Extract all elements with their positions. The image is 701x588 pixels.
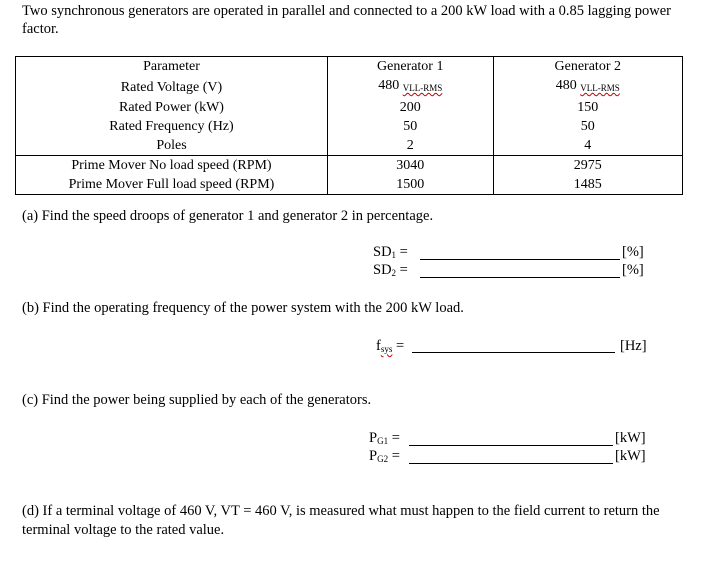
question-c: (c) Find the power being supplied by each of the generators. <box>22 392 372 408</box>
sd2-label: $SD_2$ = <box>373 262 408 278</box>
param-cell: Poles <box>16 136 328 156</box>
g1-cell: 2 <box>327 136 493 156</box>
table-header-row <box>16 57 683 77</box>
g1-cell: 1500 <box>327 175 493 195</box>
g2-voltage-unit: VLL-RMS <box>580 83 620 93</box>
pg1-unit: [kW] <box>615 430 646 446</box>
g2-voltage-value: 480 <box>555 78 577 93</box>
table-row <box>16 175 683 195</box>
g2-cell: 2975 <box>493 156 682 176</box>
header-generator-1: Generator 1 <box>327 57 493 77</box>
param-cell: Prime Mover No load speed (RPM) <box>16 156 328 176</box>
pg2-answer-line[interactable] <box>409 463 613 464</box>
pg1-label: $P_{G1}$ = <box>369 430 400 446</box>
param-cell: Rated Power (kW) <box>16 98 328 117</box>
header-generator-2: Generator 2 <box>493 57 682 77</box>
g1-cell: 200 <box>327 98 493 117</box>
fsys-label: $f_{sys}$ = <box>376 338 405 354</box>
question-b: (b) Find the operating frequency of the power system with the 200 kW load. <box>22 300 464 316</box>
sd1-answer-line[interactable] <box>420 259 620 260</box>
g1-cell <box>327 76 493 98</box>
sd2-unit: [%] <box>622 262 644 278</box>
sd1-unit: [%] <box>622 244 644 260</box>
question-a: (a) Find the speed droops of generator 1 and generator 2 in percentage. <box>22 208 434 224</box>
table-row <box>16 156 683 176</box>
g2-cell <box>493 76 682 98</box>
pg2-label: $P_{G2}$ = <box>369 448 400 464</box>
pg2-unit: [kW] <box>615 448 646 464</box>
generator-spec-table <box>15 56 683 195</box>
param-cell: Rated Voltage (V) <box>16 76 328 98</box>
g2-cell: 50 <box>493 117 682 136</box>
table-row <box>16 136 683 156</box>
header-parameter: Parameter <box>16 57 328 77</box>
fsys-unit: [Hz] <box>620 338 647 354</box>
g1-voltage-unit: VLL-RMS <box>402 83 443 93</box>
table-row <box>16 117 683 136</box>
sd1-label: $SD_1$ = <box>373 244 408 260</box>
table-row <box>16 98 683 117</box>
g1-cell: 50 <box>327 117 493 136</box>
problem-intro: Two synchronous generators are operated in parallel and connected to a 200 kW load with a 0.85 lagging power factor. <box>22 3 671 37</box>
g1-cell: 3040 <box>327 156 493 176</box>
param-cell: Rated Frequency (Hz) <box>16 117 328 136</box>
param-cell: Prime Mover Full load speed (RPM) <box>16 175 328 195</box>
fsys-answer-line[interactable] <box>412 352 615 353</box>
g2-cell: 150 <box>493 98 682 117</box>
g2-cell: 1485 <box>493 175 682 195</box>
table-row <box>16 76 683 98</box>
g2-cell: 4 <box>493 136 682 156</box>
pg1-answer-line[interactable] <box>409 445 613 446</box>
question-d: (d) If a terminal voltage of 460 V, VT = 460 V, is measured what must happen to the field current to return the terminal voltage to the rated value. <box>22 503 660 538</box>
g1-voltage-value: 480 <box>378 78 400 93</box>
sd2-answer-line[interactable] <box>420 277 620 278</box>
